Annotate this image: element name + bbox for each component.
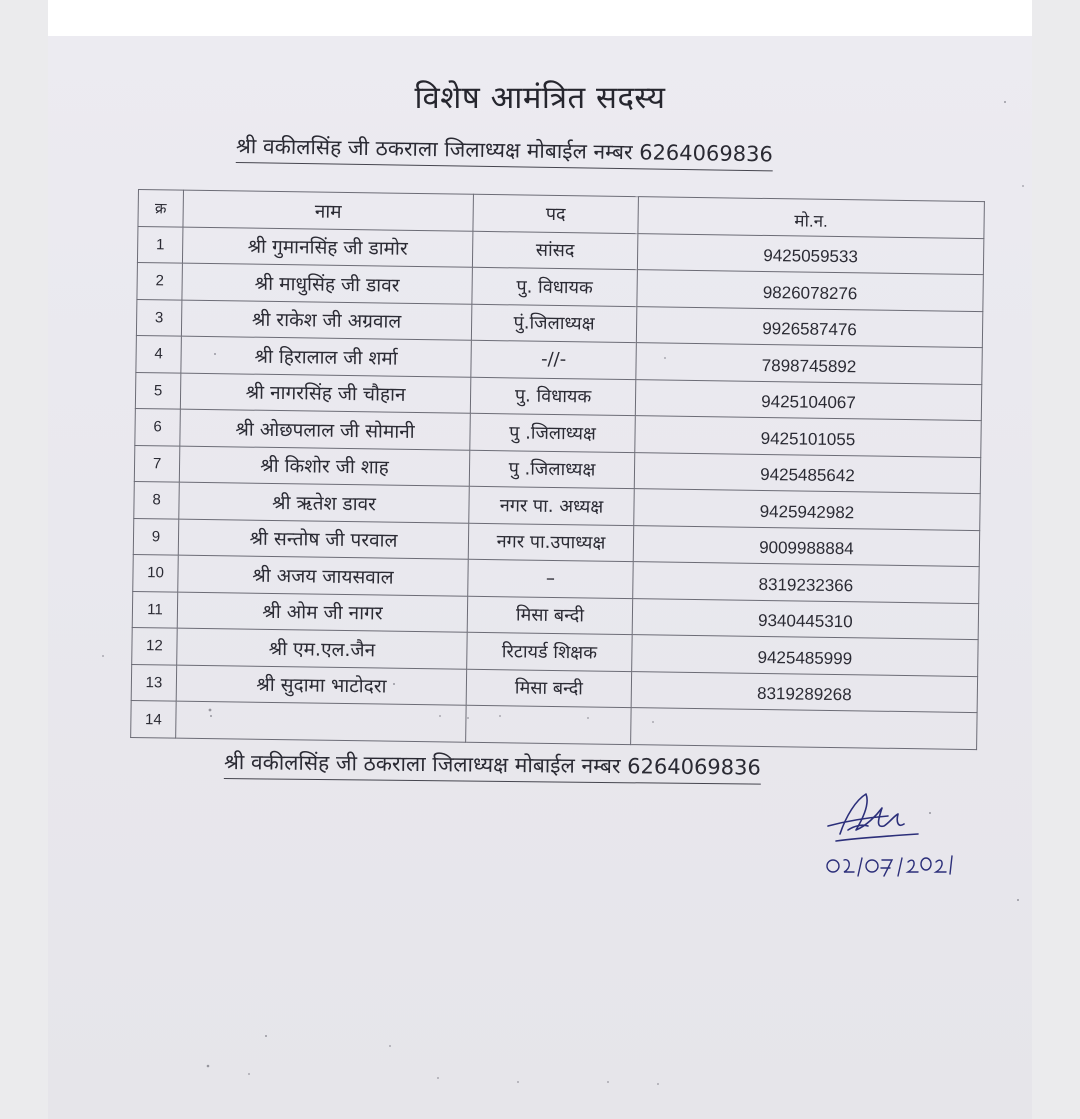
members-table-container <box>130 189 982 750</box>
row-post: पु .जिलाध्यक्ष <box>469 450 635 489</box>
row-name: श्री माधुसिंह जी डावर <box>182 263 472 304</box>
row-sr: 13 <box>131 664 177 701</box>
handwritten-signature <box>818 786 968 896</box>
row-name: श्री सन्तोष जी परवाल <box>178 519 468 560</box>
row-post: पु .जिलाध्यक्ष <box>470 413 636 452</box>
page-title: विशेष आमंत्रित सदस्य <box>414 80 666 116</box>
row-mobile: 9009988884 <box>633 525 979 566</box>
members-table <box>130 189 985 750</box>
top-white-strip <box>48 0 1032 36</box>
row-post: नगर पा.उपाध्यक्ष <box>468 523 634 562</box>
row-name: श्री नागरसिंह जी चौहान <box>180 373 470 414</box>
row-sr: 12 <box>132 627 178 664</box>
header-sr: क्र <box>138 190 184 227</box>
row-sr: 6 <box>135 408 181 445</box>
row-post: रिटायर्ड शिक्षक <box>467 632 633 671</box>
row-sr: 9 <box>133 518 179 555</box>
row-mobile: 9425942982 <box>634 489 980 530</box>
header-post: पद <box>473 194 639 233</box>
row-mobile: 9425485642 <box>634 452 980 493</box>
row-post: मिसा बन्दी <box>466 669 632 708</box>
row-sr: 8 <box>134 481 180 518</box>
row-post <box>466 705 632 744</box>
row-name: श्री हिरालाल जी शर्मा <box>181 336 471 377</box>
row-post: नगर पा. अध्यक्ष <box>469 486 635 525</box>
row-sr: 7 <box>134 445 180 482</box>
president-contact-line: श्री वकीलसिंह जी ठकराला जिलाध्यक्ष मोबाईल नम्बर 6264069836 <box>236 132 773 171</box>
row-sr: 5 <box>135 372 181 409</box>
row-post: सांसद <box>472 231 638 270</box>
row-post: मिसा बन्दी <box>467 596 633 635</box>
row-mobile: 9926587476 <box>636 306 982 347</box>
row-post: – <box>468 559 634 598</box>
row-mobile: 9425101055 <box>635 416 981 457</box>
row-name: श्री सुदामा भाटोदरा <box>176 665 466 706</box>
row-mobile: 9425485999 <box>632 635 978 676</box>
row-name: श्री ऋतेश डावर <box>179 482 469 523</box>
row-name: श्री गुमानसिंह जी डामोर <box>182 227 472 268</box>
row-post: पुं.जिलाध्यक्ष <box>471 304 637 343</box>
row-mobile: 9826078276 <box>637 270 983 311</box>
footer-contact-line: श्री वकीलसिंह जी ठकराला जिलाध्यक्ष मोबाईल नम्बर 6264069836 <box>224 748 761 785</box>
row-name: श्री एम.एल.जैन <box>177 628 467 669</box>
row-name <box>176 701 466 742</box>
row-sr: 1 <box>137 226 183 263</box>
row-name: श्री किशोर जी शाह <box>179 446 469 487</box>
row-sr: 2 <box>137 262 183 299</box>
row-mobile: 9340445310 <box>632 598 978 639</box>
row-name: श्री ओछपलाल जी सोमानी <box>180 409 470 450</box>
header-name: नाम <box>183 190 473 231</box>
row-post: -//- <box>471 340 637 379</box>
row-sr: 3 <box>136 299 182 336</box>
row-sr: 10 <box>133 554 179 591</box>
row-mobile: 9425104067 <box>635 379 981 420</box>
row-name: श्री राकेश जी अग्रवाल <box>181 300 471 341</box>
row-mobile: 8319232366 <box>633 562 979 603</box>
row-sr: 14 <box>131 700 177 738</box>
row-mobile <box>631 708 977 750</box>
header-mobile: मो.न. <box>638 197 984 238</box>
row-mobile: 7898745892 <box>636 343 982 384</box>
row-name: श्री अजय जायसवाल <box>178 555 468 596</box>
row-mobile: 9425059533 <box>637 233 983 274</box>
row-post: पु. विधायक <box>470 377 636 416</box>
row-sr: 4 <box>136 335 182 372</box>
row-name: श्री ओम जी नागर <box>177 592 467 633</box>
row-post: पु. विधायक <box>472 267 638 306</box>
row-sr: 11 <box>132 591 178 628</box>
document-page <box>48 36 1032 1119</box>
row-mobile: 8319289268 <box>631 671 977 712</box>
